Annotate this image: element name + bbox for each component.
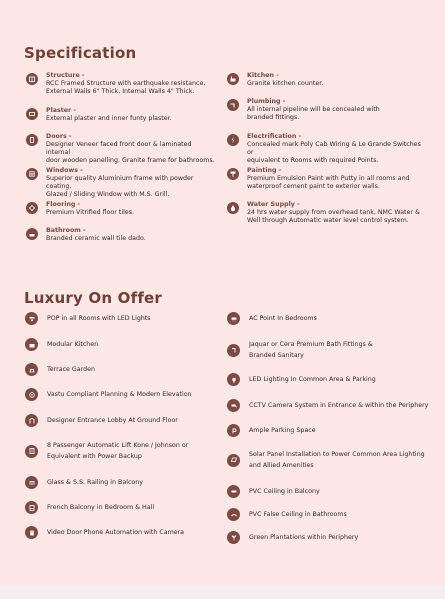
luxury-text: Terrace Garden: [47, 366, 95, 373]
spec-heading: Doors -: [46, 133, 72, 140]
spec-heading: Plumbing -: [247, 98, 286, 105]
plumbing-icon: [227, 99, 239, 111]
luxury-text: LED Lighting In Common Area & Parking: [249, 376, 376, 383]
spec-water-supply: [227, 201, 422, 225]
spec-kitchen: [227, 72, 422, 88]
luxury-text: 8 Passenger Automatic Lift Kone / Johnson or Equivalent with Power Backup: [47, 442, 189, 460]
video-door-phone-icon: [25, 526, 38, 539]
electrical-icon: [227, 134, 239, 146]
luxury-text: French Balcony in Bedroom & Hall: [47, 504, 155, 511]
luxury-item: [227, 424, 316, 437]
luxury-item: [227, 339, 373, 361]
plaster-icon: [26, 108, 38, 120]
cctv-icon: [227, 399, 240, 412]
spec-heading: Structure -: [46, 72, 85, 79]
luxury-text: Video Door Phone Automation with Camera: [47, 529, 185, 536]
spec-heading: Kitchen -: [247, 72, 279, 79]
luxury-item: [25, 476, 143, 489]
spec-body: Designer Veneer faced front door & laminated internal door wooden panelling. Granite frame for bathrooms.: [46, 141, 215, 164]
specification-title: Specification: [24, 44, 137, 62]
door-icon: [26, 134, 38, 146]
luxury-item: [227, 449, 425, 471]
luxury-item: [25, 501, 154, 514]
entrance-lobby-icon: [25, 414, 38, 427]
spec-body: Concealed mark Poly Cab Wiring & Le Grande Switches or equivalent to Rooms with required Points.: [247, 141, 421, 164]
spec-structure: [26, 72, 216, 96]
luxury-item: [25, 414, 178, 427]
luxury-text: POP in all Rooms with LED Lights: [47, 315, 151, 322]
spec-plaster: [26, 107, 216, 123]
luxury-item: [25, 526, 184, 539]
spec-body: Premium Emulsion Paint with Putty in all rooms and waterproof cement paint to exterior walls.: [247, 175, 410, 190]
luxury-item: [227, 508, 347, 521]
spec-flooring: [26, 201, 216, 217]
spec-windows: [26, 167, 216, 199]
luxury-text: CCTV Camera System in Entrance & within the Periphery: [249, 402, 429, 409]
green-plantation-icon: [227, 531, 240, 544]
terrace-garden-icon: [25, 363, 38, 376]
vastu-icon: [25, 388, 38, 401]
spec-bathroom: [26, 227, 216, 243]
luxury-item: [25, 388, 192, 401]
luxury-item: [227, 312, 317, 325]
solar-panel-icon: [227, 454, 240, 467]
luxury-item: [25, 312, 151, 325]
spec-body: All internal pipeline will be concealed with branded fittings.: [247, 106, 380, 121]
spec-heading: Windows -: [46, 167, 83, 174]
luxury-item: [227, 399, 428, 412]
spec-plumbing: [227, 98, 422, 122]
spec-body: RCC Framed Structure with earthquake resistance, External Walls 6" Thick, Internal Walls 4" Thick.: [46, 80, 206, 95]
spec-body: 24 hrs water supply from overhead tank, NMC Water & Well through Automatic water level control system.: [247, 209, 420, 224]
luxury-text: PVC Ceiling in Balcony: [249, 488, 320, 495]
led-light-icon: [227, 373, 240, 386]
luxury-text: Solar Panel Installation to Power Common Area Lighting and Allied Amenities: [249, 451, 425, 469]
luxury-item: [227, 373, 376, 386]
pvc-balcony-icon: [227, 485, 240, 498]
parking-icon: [227, 424, 240, 437]
spec-heading: Flooring -: [46, 201, 81, 208]
spec-heading: Water Supply -: [247, 201, 300, 208]
kitchen-icon: [227, 73, 239, 85]
spec-heading: Painting -: [247, 167, 282, 174]
lift-icon: [25, 445, 38, 458]
paint-icon: [227, 168, 239, 180]
spec-body: Branded ceramic wall tile dado.: [46, 235, 146, 242]
luxury-text: Vastu Compliant Planning & Modern Elevation: [47, 391, 192, 398]
spec-heading: Bathroom -: [46, 227, 86, 234]
spec-body: Granite kitchen counter.: [247, 80, 324, 87]
french-balcony-icon: [25, 501, 38, 514]
bath-fittings-icon: [227, 344, 240, 357]
luxury-text: Modular Kitchen: [47, 341, 99, 348]
spec-electrification: [227, 133, 422, 165]
glass-railing-icon: [25, 476, 38, 489]
luxury-text: AC Point In Bedrooms: [249, 315, 317, 322]
ac-point-icon: [227, 312, 240, 325]
bathroom-icon: [26, 228, 38, 240]
spec-painting: [227, 167, 422, 191]
footer-band: [0, 585, 445, 599]
luxury-text: Designer Entrance Lobby At Ground Floor: [47, 417, 178, 424]
spec-body: External plaster and inner funty plaster.: [46, 115, 172, 122]
luxury-text: Glass & S.S. Railing in Balcony: [47, 479, 143, 486]
spec-heading: Plaster -: [46, 107, 76, 114]
luxury-item: [25, 363, 95, 376]
flooring-icon: [26, 202, 38, 214]
spec-doors: [26, 133, 216, 165]
luxury-text: Jaquar or Cera Premium Bath Fittings & Branded Sanitary: [249, 341, 373, 359]
modular-kitchen-icon: [25, 338, 38, 351]
luxury-text: Green Plantations within Periphery: [249, 534, 359, 541]
luxury-item: [25, 338, 98, 351]
water-icon: [227, 202, 239, 214]
window-icon: [26, 168, 38, 180]
spec-heading: Electrification -: [247, 133, 302, 140]
luxury-item: [227, 485, 320, 498]
pvc-bathroom-icon: [227, 508, 240, 521]
spec-body: Superior quality Aluminium frame with powder coating, Glazed / Sliding Window with M.S. Grill.: [46, 175, 194, 198]
structure-icon: [26, 73, 38, 85]
luxury-item: [25, 440, 188, 462]
luxury-text: Ample Parking Space: [249, 427, 316, 434]
pop-ceiling-icon: [25, 312, 38, 325]
luxury-text: PVC False Ceiling in Bathrooms: [249, 511, 347, 518]
luxury-item: [227, 531, 358, 544]
spec-body: Premium Vitrified floor tiles.: [46, 209, 134, 216]
luxury-title: Luxury On Offer: [24, 289, 163, 307]
